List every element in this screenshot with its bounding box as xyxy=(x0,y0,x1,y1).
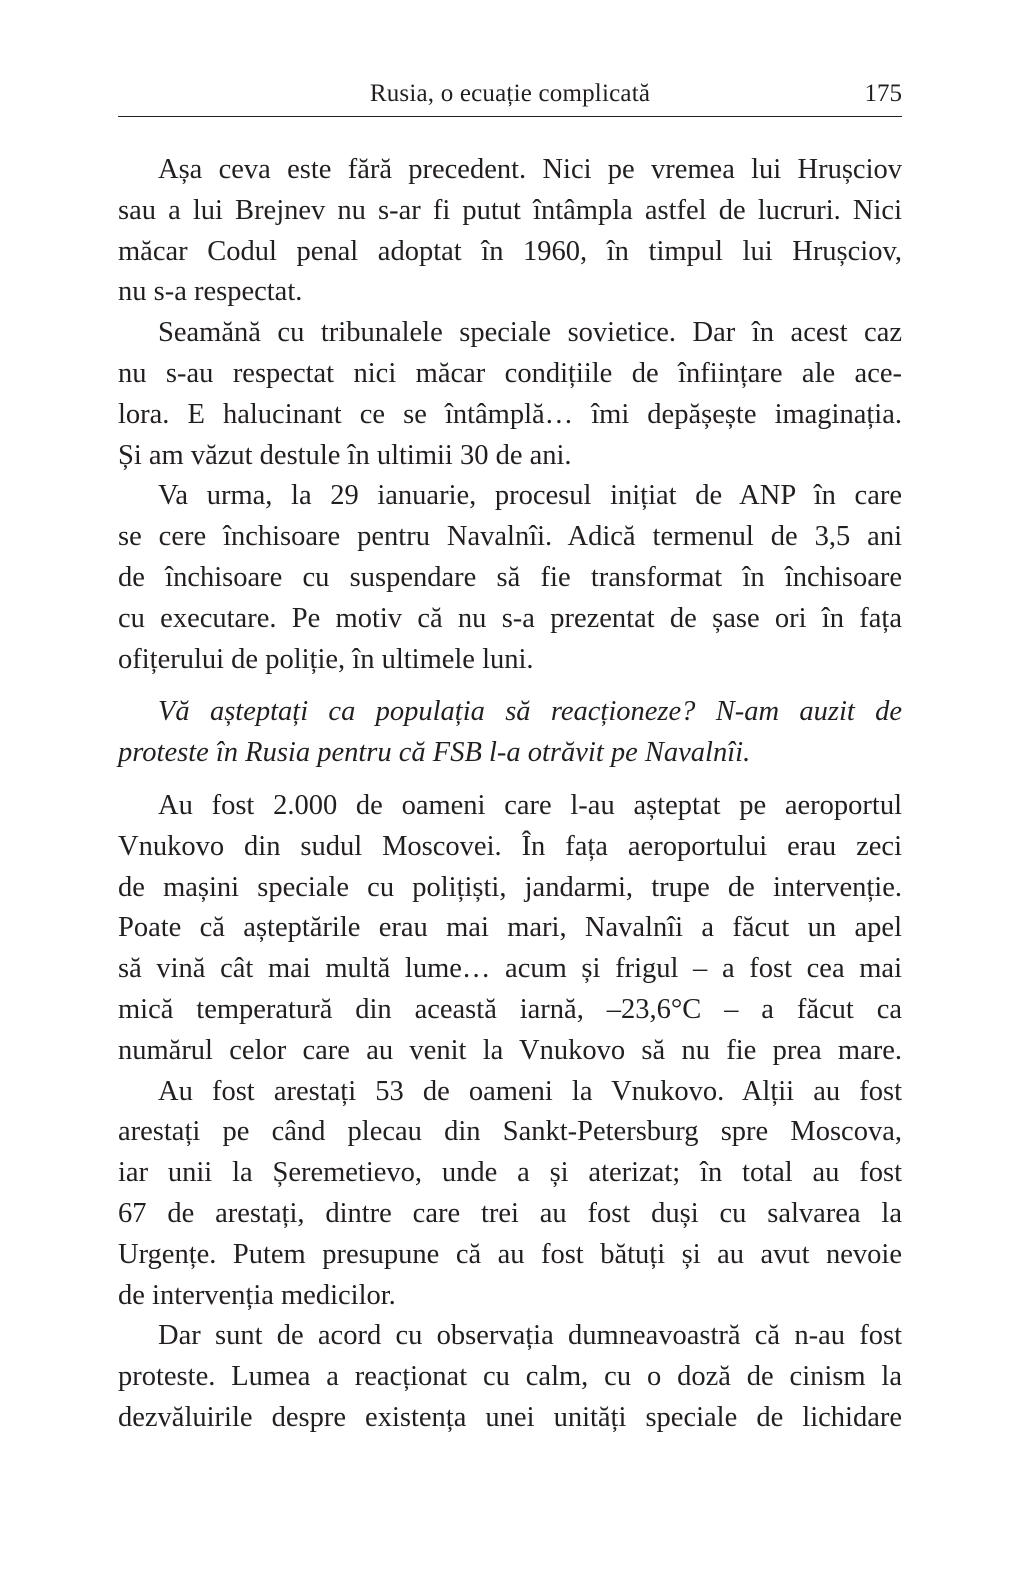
paragraph xyxy=(118,313,902,476)
running-title: Rusia, o ecuație complicată xyxy=(369,80,651,107)
text-line: să vină cât mai multă lume… acum și frigul – a fost cea mai xyxy=(118,953,902,985)
text-line: Așa ceva este fără precedent. Nici pe vremea lui Hrușciov xyxy=(158,154,902,185)
text-line: Au fost arestați 53 de oameni la Vnukovo. Alții au fost xyxy=(158,1075,902,1107)
interview-question xyxy=(118,692,902,774)
text-line: nu s-au respectat nici măcar condițiile de înființare ale ace- xyxy=(118,357,902,389)
text-line: iar unii la Șeremetievo, unde a și aterizat; în total au fost xyxy=(118,1157,902,1189)
text-line: lora. E halucinant ce se întâmplă… îmi depășește imaginația. xyxy=(118,398,902,430)
text-line: ofițerului de poliție, în ultimele luni. xyxy=(118,643,534,675)
paragraph xyxy=(118,476,902,680)
text-line: Vnukovo din sudul Moscovei. În fața aeroportului erau zeci xyxy=(118,830,902,862)
text-line: se cere închisoare pentru Navalnîi. Adică termenul de 3,5 ani xyxy=(118,521,902,553)
paragraph xyxy=(118,1316,902,1438)
text-line: cu executare. Pe motiv că nu s-a prezentat de șase ori în fața xyxy=(118,602,902,634)
text-line: numărul celor care au venit la Vnukovo să nu fie prea mare. xyxy=(118,1034,902,1066)
text-line: sau a lui Brejnev nu s-ar fi putut întâmpla astfel de lucruri. Nici xyxy=(118,194,902,226)
text-line: Va urma, la 29 ianuarie, procesul inițiat de ANP în care xyxy=(158,480,902,512)
paragraph xyxy=(118,150,902,313)
text-line: nu s-a respectat. xyxy=(118,276,303,308)
paragraph xyxy=(118,786,902,1072)
text-line: de închisoare cu suspendare să fie transformat în închisoare xyxy=(118,561,902,593)
page-header xyxy=(118,78,902,117)
text-line: Dar sunt de acord cu observația dumneavoastră că n-au fost xyxy=(158,1320,902,1352)
text-line: Seamănă cu tribunalele speciale sovietice. Dar în acest caz xyxy=(158,317,902,349)
text-line: Urgențe. Putem presupune că au fost bătuți și au avut nevoie xyxy=(118,1238,902,1270)
text-line: proteste în Rusia pentru că FSB l-a otrăvit pe Navalnîi. xyxy=(118,737,751,769)
text-line: de mașini speciale cu polițiști, jandarmi, trupe de intervenție. xyxy=(118,871,902,903)
body-text xyxy=(118,150,902,1439)
page-number: 175 xyxy=(864,80,902,107)
text-line: mică temperatură din această iarnă, –23,6°C – a făcut ca xyxy=(118,993,902,1025)
text-line: Și am văzut destule în ultimii 30 de ani. xyxy=(118,439,572,471)
text-line: 67 de arestați, dintre care trei au fost duși cu salvarea la xyxy=(118,1197,902,1229)
text-line: Vă așteptați ca populația să reacționeze? N-am auzit de xyxy=(158,696,902,728)
text-line: de intervenția medicilor. xyxy=(118,1279,396,1311)
text-line: măcar Codul penal adoptat în 1960, în timpul lui Hrușciov, xyxy=(118,235,902,267)
paragraph xyxy=(118,1072,902,1317)
text-line: Au fost 2.000 de oameni care l-au așteptat pe aeroportul xyxy=(158,789,902,821)
text-line: proteste. Lumea a reacționat cu calm, cu o doză de cinism la xyxy=(118,1361,902,1393)
text-line: Poate că așteptările erau mai mari, Navalnîi a făcut un apel xyxy=(118,912,902,944)
text-line: arestați pe când plecau din Sankt-Petersburg spre Moscova, xyxy=(118,1116,902,1148)
text-line: dezvăluirile despre existența unei unități speciale de lichidare xyxy=(118,1401,902,1433)
